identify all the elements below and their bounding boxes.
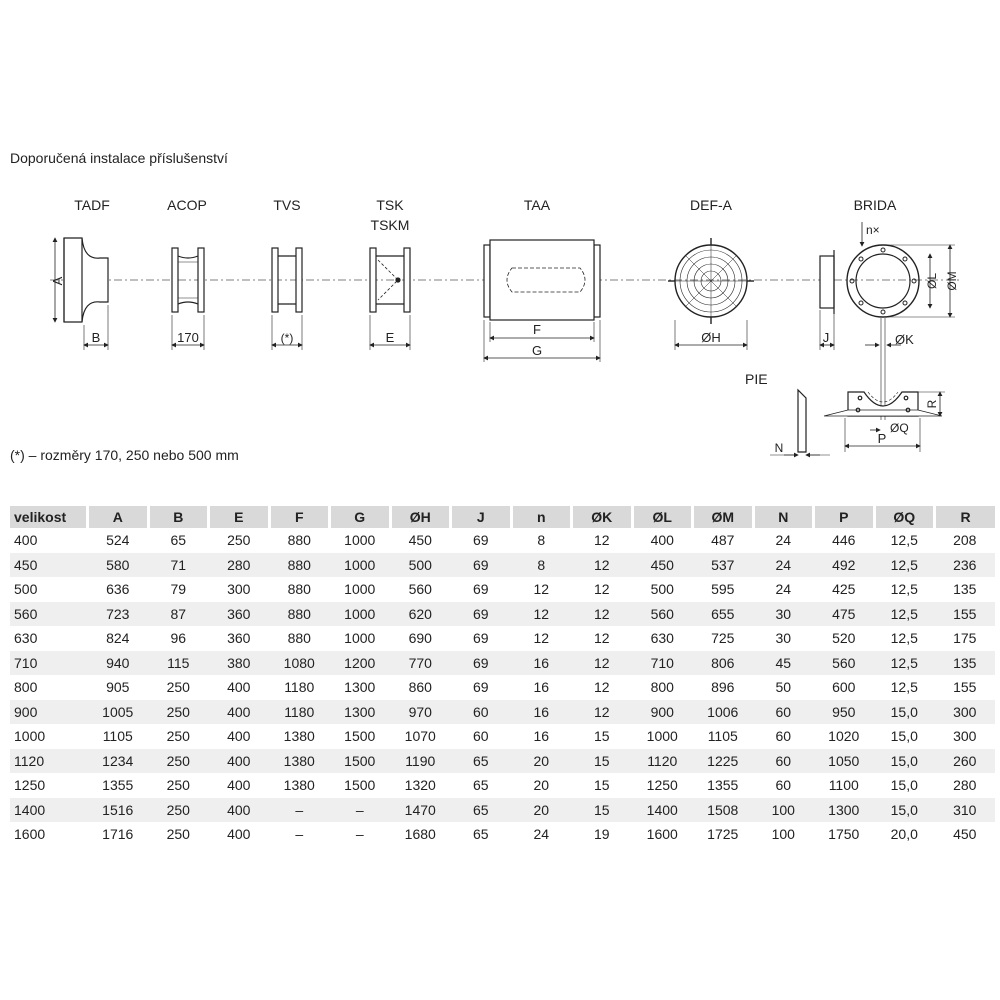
- table-row: [10, 700, 995, 725]
- table-cell: 636: [106, 581, 130, 598]
- table-cell: 492: [814, 553, 875, 578]
- column-header: ØH: [390, 506, 451, 528]
- table-cell: 12,5: [874, 651, 935, 676]
- table-cell: 250: [166, 826, 190, 843]
- table-cell: 15: [593, 728, 610, 745]
- table-cell: 100: [753, 798, 814, 823]
- table-cell: 400: [209, 700, 270, 725]
- table-cell: 896: [711, 679, 735, 696]
- table-cell: 655: [693, 602, 754, 627]
- table-cell: 20,0: [890, 826, 918, 843]
- table-cell: 560: [632, 602, 693, 627]
- table-cell: 50: [775, 679, 792, 696]
- table-cell: 450: [632, 553, 693, 578]
- footnote: (*) – rozměry 170, 250 nebo 500 mm: [10, 447, 239, 463]
- table-cell: 1006: [693, 700, 754, 725]
- table-cell: 710: [10, 651, 88, 676]
- table-cell: 500: [390, 553, 451, 578]
- table-cell: 487: [711, 532, 735, 549]
- dim-n: N: [774, 441, 784, 455]
- table-cell: 12: [533, 581, 550, 598]
- table-row: [10, 798, 995, 823]
- table-cell: 500: [650, 581, 674, 598]
- table-cell: 20: [511, 749, 572, 774]
- dim-acop-length: 170: [177, 330, 199, 345]
- table-cell: 425: [832, 581, 856, 598]
- table-cell: 1400: [10, 798, 88, 823]
- dim-r: R: [925, 399, 939, 409]
- table-cell: 15,0: [874, 700, 935, 725]
- table-cell: 1500: [344, 777, 376, 794]
- table-cell: 450: [953, 826, 977, 843]
- table-cell: 630: [650, 630, 674, 647]
- table-cell: 770: [390, 651, 451, 676]
- label-def-a: DEF-A: [690, 197, 732, 213]
- table-cell: 16: [511, 651, 572, 676]
- table-cell: 560: [408, 581, 432, 598]
- table-cell: 1380: [283, 777, 315, 794]
- table-cell: 1005: [88, 700, 149, 725]
- column-header: G: [330, 506, 391, 528]
- table-cell: 1355: [102, 777, 134, 794]
- dim-n-holes: n×: [866, 223, 880, 237]
- table-cell: 1600: [646, 826, 678, 843]
- table-cell: 1000: [344, 532, 376, 549]
- dim-p: P: [877, 431, 887, 446]
- column-header: A: [88, 506, 149, 528]
- table-cell: 1300: [344, 679, 376, 696]
- table-row: [10, 577, 995, 602]
- table-cell: 87: [148, 602, 209, 627]
- table-cell: 690: [408, 630, 432, 647]
- table-cell: 1600: [14, 826, 46, 843]
- table-cell: 24: [775, 532, 792, 549]
- table-cell: 15: [572, 798, 633, 823]
- table-cell: 1120: [632, 749, 693, 774]
- table-cell: 250: [166, 728, 190, 745]
- table-cell: 1680: [404, 826, 436, 843]
- table-cell: 310: [935, 798, 996, 823]
- dim-e: E: [385, 330, 395, 345]
- table-cell: 400: [227, 777, 251, 794]
- table-cell: 1508: [693, 798, 754, 823]
- table-cell: 250: [148, 749, 209, 774]
- label-tadf: TADF: [74, 197, 110, 213]
- table-cell: 15,0: [890, 777, 918, 794]
- table-cell: –: [295, 826, 304, 843]
- table-cell: 12: [533, 630, 550, 647]
- table-cell: 65: [451, 749, 512, 774]
- table-row: [10, 651, 995, 676]
- table-cell: 12,5: [890, 532, 918, 549]
- table-cell: 524: [106, 532, 130, 549]
- table-cell: 69: [451, 553, 512, 578]
- table-cell: 12: [511, 602, 572, 627]
- table-cell: 560: [10, 602, 88, 627]
- table-cell: 880: [287, 581, 311, 598]
- table-cell: 360: [227, 630, 251, 647]
- table-cell: 8: [511, 553, 572, 578]
- table-row: [10, 724, 995, 749]
- column-header: E: [209, 506, 270, 528]
- table-row: [10, 749, 995, 774]
- table-cell: 12: [593, 679, 610, 696]
- table-cell: 12: [593, 532, 610, 549]
- table-cell: 360: [209, 602, 270, 627]
- table-cell: 8: [537, 532, 546, 549]
- table-cell: 65: [170, 532, 187, 549]
- label-taa: TAA: [523, 197, 551, 213]
- table-cell: 15: [572, 749, 633, 774]
- table-cell: 824: [106, 630, 130, 647]
- table-cell: 12: [593, 581, 610, 598]
- table-cell: 1180: [269, 700, 330, 725]
- table-cell: 800: [14, 679, 38, 696]
- label-pie: PIE: [745, 371, 768, 387]
- table-cell: 65: [472, 777, 489, 794]
- table-cell: 65: [451, 798, 512, 823]
- table-row: [10, 553, 995, 578]
- table-cell: 710: [632, 651, 693, 676]
- table-cell: 400: [227, 728, 251, 745]
- table-cell: 1400: [632, 798, 693, 823]
- dim-tvs-length: (*): [280, 331, 294, 345]
- dim-j: J: [822, 330, 830, 345]
- table-cell: 595: [711, 581, 735, 598]
- table-cell: 630: [14, 630, 38, 647]
- column-header: F: [269, 506, 330, 528]
- table-cell: 1000: [330, 553, 391, 578]
- table-cell: 900: [632, 700, 693, 725]
- table-cell: 1225: [693, 749, 754, 774]
- table-cell: 15: [593, 777, 610, 794]
- table-cell: 1250: [646, 777, 678, 794]
- table-cell: 12,5: [874, 553, 935, 578]
- table-cell: 71: [148, 553, 209, 578]
- table-cell: 1000: [344, 581, 376, 598]
- dim-a: A: [50, 276, 65, 286]
- table-cell: 69: [472, 679, 489, 696]
- table-cell: 60: [451, 700, 512, 725]
- table-cell: 16: [533, 728, 550, 745]
- table-cell: 880: [269, 602, 330, 627]
- table-cell: 250: [166, 679, 190, 696]
- table-cell: 12: [572, 700, 633, 725]
- table-cell: 1080: [269, 651, 330, 676]
- table-cell: 450: [10, 553, 88, 578]
- table-cell: 19: [593, 826, 610, 843]
- table-cell: 236: [935, 553, 996, 578]
- table-cell: 300: [227, 581, 251, 598]
- table-cell: 1105: [707, 728, 738, 745]
- table-cell: 69: [451, 602, 512, 627]
- table-cell: 1000: [344, 630, 376, 647]
- table-cell: 79: [170, 581, 187, 598]
- table-cell: 1725: [707, 826, 739, 843]
- page-title: Doporučená instalace příslušenství: [10, 150, 228, 166]
- table-cell: 1300: [330, 700, 391, 725]
- table-cell: 20: [533, 777, 550, 794]
- table-cell: 175: [953, 630, 977, 647]
- label-tskm: TSKM: [370, 217, 410, 233]
- dim-b: B: [91, 330, 101, 345]
- table-cell: 60: [775, 728, 792, 745]
- dim-l: ØL: [925, 272, 939, 290]
- table-cell: 155: [935, 602, 996, 627]
- table-body: [10, 528, 995, 847]
- table-cell: 30: [753, 602, 814, 627]
- table-cell: 24: [753, 553, 814, 578]
- table-cell: 69: [472, 581, 489, 598]
- dim-h: ØH: [701, 330, 721, 345]
- column-header: ØL: [632, 506, 693, 528]
- table-cell: 1470: [390, 798, 451, 823]
- table-cell: 880: [287, 630, 311, 647]
- table-cell: 450: [408, 532, 432, 549]
- table-cell: 806: [693, 651, 754, 676]
- dim-f: F: [533, 322, 541, 337]
- table-cell: 580: [88, 553, 149, 578]
- brida-front-drawing: [847, 222, 955, 420]
- table-cell: 15,0: [890, 728, 918, 745]
- table-cell: 65: [472, 826, 489, 843]
- table-cell: 475: [814, 602, 875, 627]
- table-cell: 15,0: [874, 798, 935, 823]
- table-cell: 1000: [646, 728, 678, 745]
- label-brida: BRIDA: [853, 197, 897, 213]
- table-row: [10, 602, 995, 627]
- table-cell: 725: [711, 630, 735, 647]
- dim-k: ØK: [895, 332, 914, 347]
- table-cell: 1000: [14, 728, 46, 745]
- table-row: [10, 773, 995, 798]
- table-cell: 280: [953, 777, 977, 794]
- table-cell: 800: [650, 679, 674, 696]
- table-cell: 1200: [330, 651, 391, 676]
- table-cell: 30: [775, 630, 792, 647]
- table-cell: 1300: [814, 798, 875, 823]
- table-cell: 12,5: [890, 679, 918, 696]
- table-cell: 1105: [102, 728, 133, 745]
- table-cell: 300: [953, 728, 977, 745]
- table-cell: 905: [106, 679, 130, 696]
- table-cell: 45: [753, 651, 814, 676]
- table-cell: 250: [148, 798, 209, 823]
- table-cell: 1380: [269, 749, 330, 774]
- table-cell: 12: [572, 553, 633, 578]
- table-cell: 400: [14, 532, 38, 549]
- table-cell: 900: [10, 700, 88, 725]
- table-cell: 12: [572, 651, 633, 676]
- table-cell: 940: [88, 651, 149, 676]
- table-cell: 69: [472, 532, 489, 549]
- table-cell: 69: [472, 630, 489, 647]
- table-cell: 60: [775, 777, 792, 794]
- table-row: [10, 822, 995, 847]
- table-cell: 446: [832, 532, 856, 549]
- table-cell: 380: [209, 651, 270, 676]
- table-cell: 500: [14, 581, 38, 598]
- table-cell: 620: [390, 602, 451, 627]
- column-header: velikost: [10, 506, 88, 528]
- table-cell: 1716: [102, 826, 134, 843]
- table-cell: 400: [227, 826, 251, 843]
- table-cell: 1000: [330, 602, 391, 627]
- table-cell: 155: [953, 679, 977, 696]
- label-tsk: TSK: [376, 197, 404, 213]
- table-cell: 135: [953, 581, 977, 598]
- table-cell: 260: [935, 749, 996, 774]
- table-cell: 1100: [828, 777, 859, 794]
- table-cell: 1500: [344, 728, 376, 745]
- table-cell: 250: [166, 777, 190, 794]
- table-cell: 600: [832, 679, 856, 696]
- table-cell: 12,5: [890, 581, 918, 598]
- table-cell: 1120: [10, 749, 88, 774]
- table-cell: 280: [209, 553, 270, 578]
- table-cell: 1070: [404, 728, 436, 745]
- table-cell: 1180: [284, 679, 315, 696]
- table-cell: 400: [227, 679, 251, 696]
- table-cell: 15,0: [874, 749, 935, 774]
- table-cell: 1234: [88, 749, 149, 774]
- table-cell: 69: [451, 651, 512, 676]
- table-cell: 60: [753, 700, 814, 725]
- column-header: n: [511, 506, 572, 528]
- column-header: ØK: [572, 506, 633, 528]
- table-cell: 135: [935, 651, 996, 676]
- table-cell: 1750: [828, 826, 860, 843]
- column-header: R: [935, 506, 996, 528]
- table-row: [10, 675, 995, 700]
- table-cell: 60: [753, 749, 814, 774]
- installation-diagram: [0, 185, 1000, 465]
- table-row: [10, 626, 995, 651]
- label-tvs: TVS: [273, 197, 301, 213]
- table-cell: –: [330, 798, 391, 823]
- table-cell: 115: [148, 651, 209, 676]
- table-cell: 24: [533, 826, 550, 843]
- table-cell: 537: [693, 553, 754, 578]
- table-cell: 880: [269, 553, 330, 578]
- table-cell: 60: [472, 728, 489, 745]
- table-row: [10, 528, 995, 553]
- table-cell: 1320: [404, 777, 436, 794]
- column-header: ØM: [693, 506, 754, 528]
- column-header: J: [451, 506, 512, 528]
- column-header: N: [753, 506, 814, 528]
- column-header: ØQ: [874, 506, 935, 528]
- table-cell: 208: [953, 532, 977, 549]
- dim-q: ØQ: [890, 421, 909, 435]
- table-cell: 300: [935, 700, 996, 725]
- table-cell: 860: [408, 679, 432, 696]
- table-cell: –: [355, 826, 364, 843]
- table-cell: 12,5: [890, 630, 918, 647]
- table-header-row: [10, 506, 995, 528]
- dimension-table: [10, 506, 995, 847]
- table-cell: 250: [227, 532, 251, 549]
- table-cell: 250: [148, 700, 209, 725]
- table-cell: 12: [572, 602, 633, 627]
- dim-g: G: [531, 343, 543, 358]
- table-cell: 880: [287, 532, 311, 549]
- table-cell: 520: [832, 630, 856, 647]
- label-acop: ACOP: [167, 197, 207, 213]
- table-cell: 400: [209, 749, 270, 774]
- table-cell: 12: [593, 630, 610, 647]
- table-cell: 1020: [828, 728, 860, 745]
- table-cell: 560: [814, 651, 875, 676]
- table-cell: 16: [533, 679, 550, 696]
- column-header: B: [148, 506, 209, 528]
- table-cell: 1190: [390, 749, 451, 774]
- table-cell: 96: [170, 630, 187, 647]
- table-cell: 24: [775, 581, 792, 598]
- table-cell: 20: [511, 798, 572, 823]
- table-cell: 1250: [14, 777, 46, 794]
- table-cell: 1050: [814, 749, 875, 774]
- table-cell: 1380: [283, 728, 315, 745]
- table-cell: 970: [390, 700, 451, 725]
- table-cell: 400: [209, 798, 270, 823]
- table-cell: 1516: [88, 798, 149, 823]
- table-cell: 1500: [330, 749, 391, 774]
- table-cell: 723: [88, 602, 149, 627]
- table-cell: 400: [650, 532, 674, 549]
- table-cell: 16: [511, 700, 572, 725]
- column-header: P: [814, 506, 875, 528]
- table-cell: 100: [771, 826, 795, 843]
- table-cell: 1355: [707, 777, 739, 794]
- dim-m: ØM: [945, 271, 959, 291]
- table-cell: 950: [814, 700, 875, 725]
- table-cell: 12,5: [874, 602, 935, 627]
- table-cell: –: [269, 798, 330, 823]
